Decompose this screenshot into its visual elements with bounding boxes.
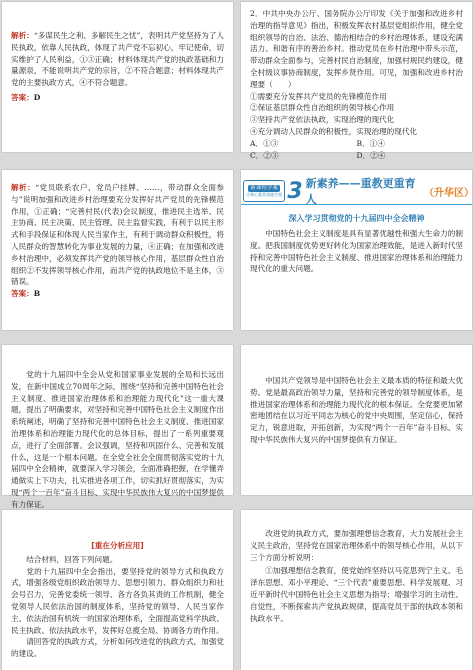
- panel-analysis-application: [2, 510, 233, 670]
- plenum-paragraph: 党的十九届四中全会从党和国家事业发展的全局和长远出发，在新中国成立70周年之际，围绕“坚持和完善中国特色社会主义制度、推进国家治理体系和治理能力现代化”这一重大课题，提出了明确要求，对坚持和完善中国特色社会主义制度作出系统阐述，明确了坚持和完善中国特色社会主义制度、推进国家治理体系和治理能力现代化的总体目标，提出了一系列重要观点，进行了全面部署。会议强调，坚持和巩固什么、完善和发展什么，这是一个根本问题。在全党全社会全面贯彻落实党的十九届四中全会精神，就要深入学习领会，全面准确把握，在学懂弄通做实上下功夫，扎实推进各项工作，切实抓好贯彻落实，为实现“两个一百年”奋斗目标、实现中华民族伟大复兴的中国梦提供有力保证。: [11, 370, 224, 509]
- choice-d[interactable]: D．②④: [356, 150, 386, 160]
- leadership-paragraph: 中国共产党领导是中国特色社会主义最本质的特征和最大优势。党是最高政治领导力量，坚持和完善党的领导制度体系，是推进国家治理体系和治理能力现代化的根本保证。全党要更加紧密地团结在以习近平同志为核心的党中央周围，坚定信心，保持定力，锐意进取，开拓创新，为实现“两个一百年”奋斗目标、实现中华民族伟大复兴的中国梦提供有力保证。: [250, 376, 463, 444]
- answer-label: 答案：: [11, 92, 34, 102]
- analysis-label: 解析：: [11, 31, 34, 40]
- analysis-label: 解析：: [11, 183, 36, 192]
- option-4: ④充分调动人民群众的积极性，实现治理的现代化: [250, 126, 418, 136]
- answer-point-1: ①加强理想信念教育，使党始终坚持以马克思列宁主义、毛泽东思想、邓小平理论、“三个代表”重要思想、科学发展观、习近平新时代中国特色社会主义思想为指导；增强学习的主动性、自觉性，不断探索共产党执政规律，提高党员干部的执政本领和执政水平。: [250, 566, 463, 623]
- section-title: 新素养——重教更重育人: [305, 177, 416, 206]
- intro-paragraph: 中国特色社会主义制度是具有显著优越性和强大生命力的制度。把我国制度优势更好转化为国家治理效能，是进入新时代坚持和完善中国特色社会主义制度、推进国家治理体系和治理能力现代化的重大问题。: [250, 229, 463, 274]
- question-line: 请回答党的执政方式，分析如何改进党的执政方式，加强党的建设。: [11, 637, 224, 659]
- panel-plenum-text: [2, 345, 233, 509]
- option-3: ③坚持共产党依法执政，实现治理的现代化: [250, 115, 395, 125]
- panel-analysis-1: [2, 2, 233, 152]
- answer-intro: 改进党的执政方式，要加强理想信念教育，大力发展社会主义民主政治，坚持党在国家治理体系中的领导核心作用，从以下三个方面分析说明：: [250, 529, 463, 562]
- section-number: 3: [287, 178, 303, 204]
- subheading: 深入学习贯彻党的十九届四中全会精神: [288, 214, 425, 223]
- choice-row-2: [250, 150, 463, 162]
- badge-subtitle: 让核心素养落地生根: [246, 191, 283, 197]
- panel-analysis-2: [2, 170, 233, 330]
- section-banner: [241, 178, 472, 205]
- option-2: ②保证基层群众性自治组织的领导核心作用: [250, 103, 395, 113]
- material-paragraph: 党的十九届四中全会指出，要坚持党的领导方式和执政方式，增强各级党组织政治领导力、思想引领力、群众组织力和社会号召力，完善党委统一领导、各方各负其责的工作机制，健全党领导人民依法治国的制度体系，坚持党的领导、人民当家作主、依法治国有机统一的国家治理体系，全面提高党科学执政、民主执政、依法执政水平，发挥好总揽全局、协调各方的作用。: [11, 566, 224, 635]
- panel-question-2: [241, 2, 472, 160]
- answer-label: 答案：: [11, 289, 34, 299]
- course-badge: [243, 180, 285, 202]
- badge-title: 新课程学案: [250, 184, 278, 191]
- analysis-text: “党员联系农户、党员户挂牌、……，带动群众全面参与”说明加强和改进乡村治理要充分发挥好共产党员的先锋模范作用，①正确；“完善村民(代表)会议制度，推进民主选举、民主协商、民主决策、民主管理、民主监督实践，有利于以民主形式和手段保证和体现人民当家作主，有利于调动群众积极性，将人民群众的智慧转化为事业发展的力量，④正确；在加强和改进乡村治理中，必须发挥共产党的领导核心作用，基层群众性自治组织②不发挥领导核心作用，而共产党的执政地位不是主体，③错误。: [11, 183, 224, 287]
- panel-new-literacy: [241, 170, 472, 330]
- question-text: 2．中共中央办公厅、国务院办公厅印发《关于加强和改进乡村治理的指导意见》指出，积极发挥农村基层党组织作用，健全党组织领导的自治、法治、德治相结合的乡村治理体系，建设充满活力、和谐有序的善治乡村。推动党员在乡村治理中带头示范，带动群众全面参与，完善村民自治制度，加强村规民约建设，健全村级议事协商制度，发挥乡贤作用。可见，加强和改进乡村治理要（ ）: [250, 9, 463, 89]
- choice-b[interactable]: B．①④: [356, 138, 385, 148]
- section-tag: （升华区）: [423, 187, 474, 199]
- choice-a[interactable]: A．①③: [250, 138, 279, 148]
- answer-value: D: [33, 92, 41, 102]
- analysis-text: “多谋民生之利、多解民生之忧”，表明共产党坚持为了人民执政，依靠人民执政，体现了共产党不忘初心，牢记使命，切实维护了人民利益，①③正确；材料体现共产党的执政基础和力量源泉，不能说明共产党的宗旨，②不符合题意；材料体现共产党的主要执政方式，④不符合题意。: [11, 31, 225, 88]
- choice-c[interactable]: C．②③: [250, 150, 279, 160]
- answer-value: B: [33, 289, 41, 299]
- intro-line: 结合材料，回答下列问题。: [26, 554, 118, 564]
- section-heading: [重在分析应用]: [91, 541, 144, 550]
- option-1: ①需要充分发挥共产党员的先锋模范作用: [250, 91, 387, 101]
- choice-row-1: [250, 138, 463, 150]
- panel-party-leadership: [241, 345, 472, 495]
- panel-answer-analysis: [241, 510, 472, 670]
